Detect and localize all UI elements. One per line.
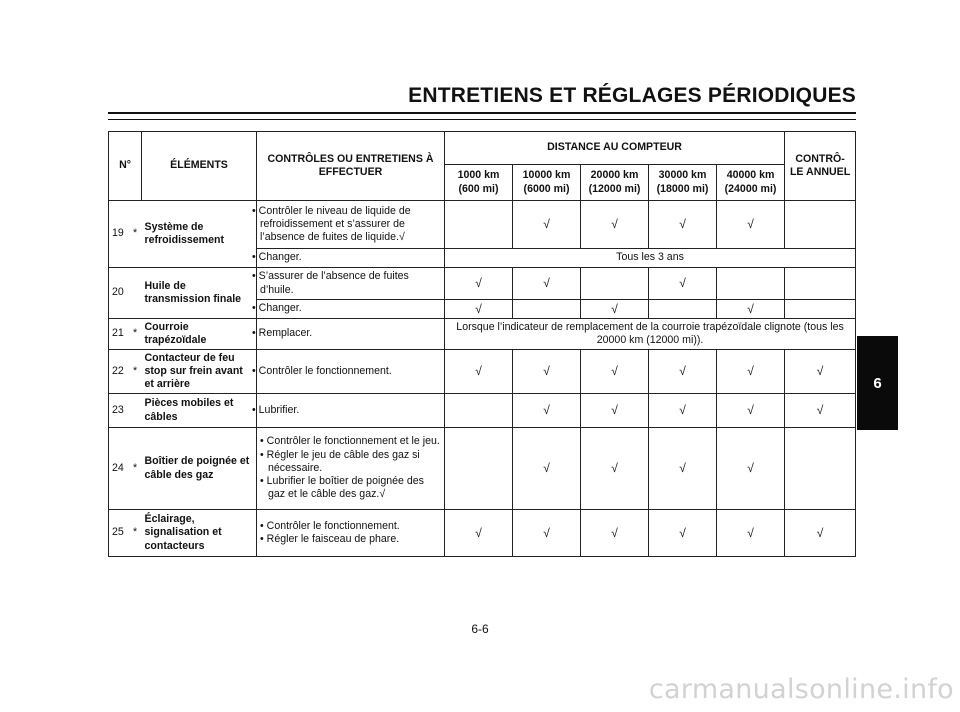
check-cell: √ — [717, 350, 785, 394]
check-cell: √ — [581, 428, 649, 510]
check-cell: √ — [717, 510, 785, 557]
row-checks — [257, 428, 445, 510]
check-cell — [785, 300, 856, 319]
page-number: 6-6 — [471, 622, 489, 636]
row-element: Éclairage, signalisation et contacteurs — [142, 510, 257, 557]
check-cell — [445, 428, 513, 510]
row-check: • Lubrifier le boîtier de poignée des gaz et le câble des gaz.√ — [260, 475, 424, 501]
check-cell: √ — [445, 510, 513, 557]
check-cell: √ — [649, 394, 717, 428]
row-number: 21 — [109, 319, 129, 350]
row-check: • Changer. — [257, 249, 445, 268]
row-element: Contacteur de feu stop sur frein avant et arrière — [142, 350, 257, 394]
check-cell: √ — [513, 201, 581, 249]
header-annual: CONTRÔ- LE ANNUEL — [785, 132, 856, 201]
check-cell — [445, 394, 513, 428]
header-distance-col: 1000 km (600 mi) — [445, 165, 513, 201]
row-element: Huile de transmission finale — [142, 268, 257, 319]
watermark: carmanualsonline.info — [648, 674, 954, 705]
check-cell: √ — [785, 350, 856, 394]
row-check: • Contrôler le niveau de liquide de refroidissement et s’assurer de l’absence de fuites de liquide.√ — [257, 201, 445, 249]
row-number: 19 — [109, 201, 129, 268]
row-check: • Changer. — [257, 300, 445, 319]
check-cell — [581, 268, 649, 300]
check-cell: √ — [717, 428, 785, 510]
check-cell — [785, 201, 856, 249]
row-number: 24 — [109, 428, 129, 510]
header-distance-col: 40000 km (24000 mi) — [717, 165, 785, 201]
check-cell — [785, 428, 856, 510]
check-cell: √ — [513, 428, 581, 510]
row-check: • Contrôler le fonctionnement. — [257, 350, 445, 394]
check-cell: √ — [649, 201, 717, 249]
row-star: * — [129, 319, 142, 350]
row-element: Système de refroidissement — [142, 201, 257, 268]
row-number: 20 — [109, 268, 129, 319]
table-row — [109, 201, 856, 249]
check-cell — [513, 300, 581, 319]
check-cell: √ — [785, 394, 856, 428]
row-star: * — [129, 350, 142, 394]
header-checks: CONTRÔLES OU ENTRETIENS À EFFECTUER — [257, 132, 445, 201]
table-row — [109, 510, 856, 557]
table-row — [109, 268, 856, 300]
row-check: • Remplacer. — [257, 319, 445, 350]
check-cell: √ — [581, 201, 649, 249]
check-cell — [649, 300, 717, 319]
maintenance-table — [108, 131, 856, 557]
row-element: Courroie trapézoïdale — [142, 319, 257, 350]
interval-note: Lorsque l’indicateur de remplacement de la courroie trapézoïdale clignote (tous les 20000 km (12000 mi)). — [445, 319, 856, 350]
check-cell: √ — [649, 428, 717, 510]
row-number: 22 — [109, 350, 129, 394]
check-cell: √ — [581, 350, 649, 394]
check-cell: √ — [649, 510, 717, 557]
row-number: 25 — [109, 510, 129, 557]
check-cell: √ — [649, 350, 717, 394]
row-check: • Régler le jeu de câble des gaz si nécessaire. — [260, 448, 420, 474]
table-row — [109, 394, 856, 428]
header-distance-col: 10000 km (6000 mi) — [513, 165, 581, 201]
check-cell: √ — [445, 268, 513, 300]
check-cell: √ — [513, 268, 581, 300]
check-cell: √ — [581, 510, 649, 557]
table-row — [109, 428, 856, 510]
row-number: 23 — [109, 394, 129, 428]
check-cell: √ — [717, 394, 785, 428]
row-checks — [257, 510, 445, 557]
row-check: • Contrôler le fonctionnement. — [260, 519, 400, 532]
page-title: ENTRETIENS ET RÉGLAGES PÉRIODIQUES — [408, 84, 856, 107]
row-check: • Régler le faisceau de phare. — [260, 533, 400, 545]
check-cell — [445, 201, 513, 249]
row-star: * — [129, 428, 142, 510]
interval-note: Tous les 3 ans — [445, 249, 856, 268]
row-star — [129, 394, 142, 428]
row-star: * — [129, 201, 142, 268]
check-cell: √ — [717, 201, 785, 249]
check-cell: √ — [445, 350, 513, 394]
check-cell: √ — [649, 268, 717, 300]
header-distance: DISTANCE AU COMPTEUR — [445, 132, 785, 165]
table-row — [109, 319, 856, 350]
table-row — [109, 350, 856, 394]
header-distance-col: 20000 km (12000 mi) — [581, 165, 649, 201]
row-check: • S’assurer de l’absence de fuites d’huile. — [257, 268, 445, 300]
check-cell: √ — [513, 394, 581, 428]
row-star: * — [129, 510, 142, 557]
check-cell: √ — [581, 394, 649, 428]
check-cell: √ — [785, 510, 856, 557]
row-element: Boîtier de poignée et câble des gaz — [142, 428, 257, 510]
check-cell: √ — [445, 300, 513, 319]
check-cell: √ — [717, 300, 785, 319]
row-star — [129, 268, 142, 319]
header-elements: ÉLÉMENTS — [142, 132, 257, 201]
chapter-tab: 6 — [857, 336, 898, 430]
header-distance-col: 30000 km (18000 mi) — [649, 165, 717, 201]
row-check: • Contrôler le fonctionnement et le jeu. — [260, 435, 440, 448]
check-cell: √ — [581, 300, 649, 319]
title-rule — [108, 112, 856, 120]
check-cell: √ — [513, 510, 581, 557]
check-cell: √ — [513, 350, 581, 394]
header-number: N° — [109, 132, 142, 201]
row-check: • Lubrifier. — [257, 394, 445, 428]
check-cell — [717, 268, 785, 300]
check-cell — [785, 268, 856, 300]
row-element: Pièces mobiles et câbles — [142, 394, 257, 428]
